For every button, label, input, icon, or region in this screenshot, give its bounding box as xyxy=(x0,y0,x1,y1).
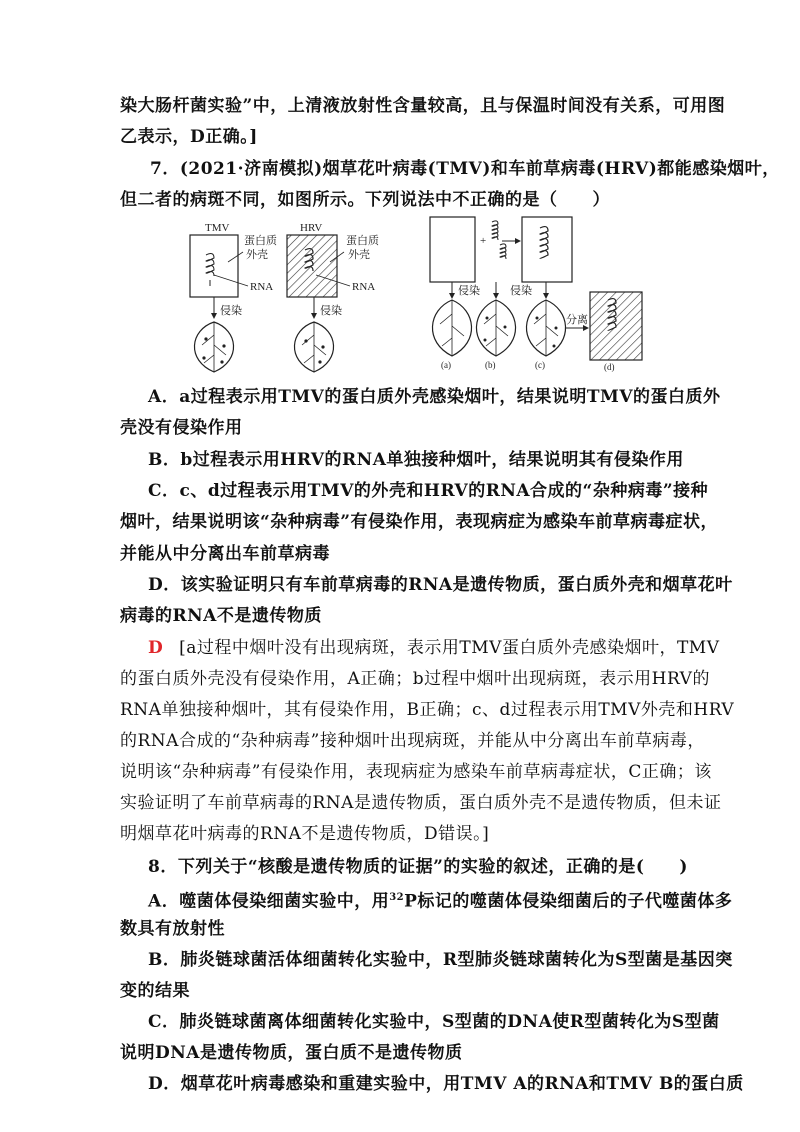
tmv-box xyxy=(190,235,238,297)
explanation-line: 明烟草花叶病毒的RNA不是遗传物质，D错误。] xyxy=(120,824,490,844)
option-d: 病毒的RNA不是遗传物质 xyxy=(120,606,322,626)
text-line: 染大肠杆菌实验”中，上清液放射性含量较高，且与保温时间没有关系，可用图 xyxy=(120,96,726,116)
svg-text:外壳: 外壳 xyxy=(348,249,370,261)
svg-text:侵染: 侵染 xyxy=(320,305,342,317)
option-c: 并能从中分离出车前草病毒 xyxy=(120,544,330,564)
explanation-line: RNA单独接种烟叶，其有侵染作用，B正确；c、d过程表示用TMV外壳和HRV xyxy=(120,700,735,720)
svg-text:外壳: 外壳 xyxy=(246,249,268,261)
text-line: 乙表示，D正确。] xyxy=(120,127,258,147)
question-7-title: 但二者的病斑不同，如图所示。下列说法中不正确的是（ ） xyxy=(120,190,610,210)
svg-text:侵染: 侵染 xyxy=(510,285,532,297)
svg-text:侵染: 侵染 xyxy=(220,305,242,317)
svg-text:(c): (c) xyxy=(535,360,545,370)
answer-letter: D xyxy=(148,638,164,658)
svg-text:+: + xyxy=(480,235,487,247)
q8-option-a: A．噬菌体侵染细菌实验中，用$^{32}$P标记的噬菌体侵染细菌后的子代噬菌体多 xyxy=(148,891,733,912)
q8-option-b: 变的结果 xyxy=(120,981,190,1001)
explanation-line: 的蛋白质外壳没有侵染作用，A正确；b过程中烟叶出现病斑，表示用HRV的 xyxy=(120,669,710,689)
q8-option-d: D．烟草花叶病毒感染和重建实验中，用TMV A的RNA和TMV B的蛋白质 xyxy=(148,1074,744,1094)
option-b: B．b过程表示用HRV的RNA单独接种烟叶，结果说明其有侵染作用 xyxy=(148,450,684,470)
option-a: A．a过程表示用TMV的蛋白质外壳感染烟叶，结果说明TMV的蛋白质外 xyxy=(148,387,721,407)
q8-option-b: B．肺炎链球菌活体细菌转化实验中，R型肺炎链球菌转化为S型菌是基因突 xyxy=(148,950,733,970)
svg-text:分离: 分离 xyxy=(566,314,588,326)
explanation-line: 说明该“杂种病毒”有侵染作用，表现病症为感染车前草病毒症状，C正确；该 xyxy=(120,762,712,782)
answer-explanation: D [a过程中烟叶没有出现病斑，表示用TMV蛋白质外壳感染烟叶，TMV xyxy=(148,638,720,658)
svg-text:蛋白质: 蛋白质 xyxy=(244,235,277,247)
empty-shell-box xyxy=(430,217,475,282)
explanation-line: 的RNA合成的“杂种病毒”接种烟叶出现病斑，并能从中分离出车前草病毒， xyxy=(120,731,705,751)
option-c: 烟叶，结果说明该“杂种病毒”有侵染作用，表现病症为感染车前草病毒症状， xyxy=(120,512,719,532)
question-7-title: 7．(2021·济南模拟)烟草花叶病毒(TMV)和车前草病毒(HRV)都能感染烟叶， xyxy=(150,159,780,179)
svg-text:侵染: 侵染 xyxy=(458,285,480,297)
option-d: D．该实验证明只有车前草病毒的RNA是遗传物质，蛋白质外壳和烟草花叶 xyxy=(148,575,733,595)
explanation-line: 实验证明了车前草病毒的RNA是遗传物质，蛋白质外壳不是遗传物质，但未证 xyxy=(120,793,722,813)
svg-text:(d): (d) xyxy=(604,362,615,372)
question-8-title: 8．下列关于“核酸是遗传物质的证据”的实验的叙述，正确的是( ) xyxy=(148,857,688,877)
svg-text:HRV: HRV xyxy=(300,222,323,234)
svg-text:(a): (a) xyxy=(441,360,451,370)
option-c: C．c、d过程表示用TMV的外壳和HRV的RNA合成的“杂种病毒”接种 xyxy=(148,481,709,501)
q8-option-c: 说明DNA是遗传物质，蛋白质不是遗传物质 xyxy=(120,1043,463,1063)
svg-text:(b): (b) xyxy=(485,360,496,370)
q8-option-a: 数具有放射性 xyxy=(120,919,225,939)
svg-text:RNA: RNA xyxy=(352,281,376,293)
tmv-label: TMV xyxy=(205,222,230,234)
svg-text:蛋白质: 蛋白质 xyxy=(346,235,379,247)
q8-option-c: C．肺炎链球菌离体细菌转化实验中，S型菌的DNA使R型菌转化为S型菌 xyxy=(148,1012,720,1032)
option-a: 壳没有侵染作用 xyxy=(120,418,243,438)
svg-text:RNA: RNA xyxy=(250,281,274,293)
